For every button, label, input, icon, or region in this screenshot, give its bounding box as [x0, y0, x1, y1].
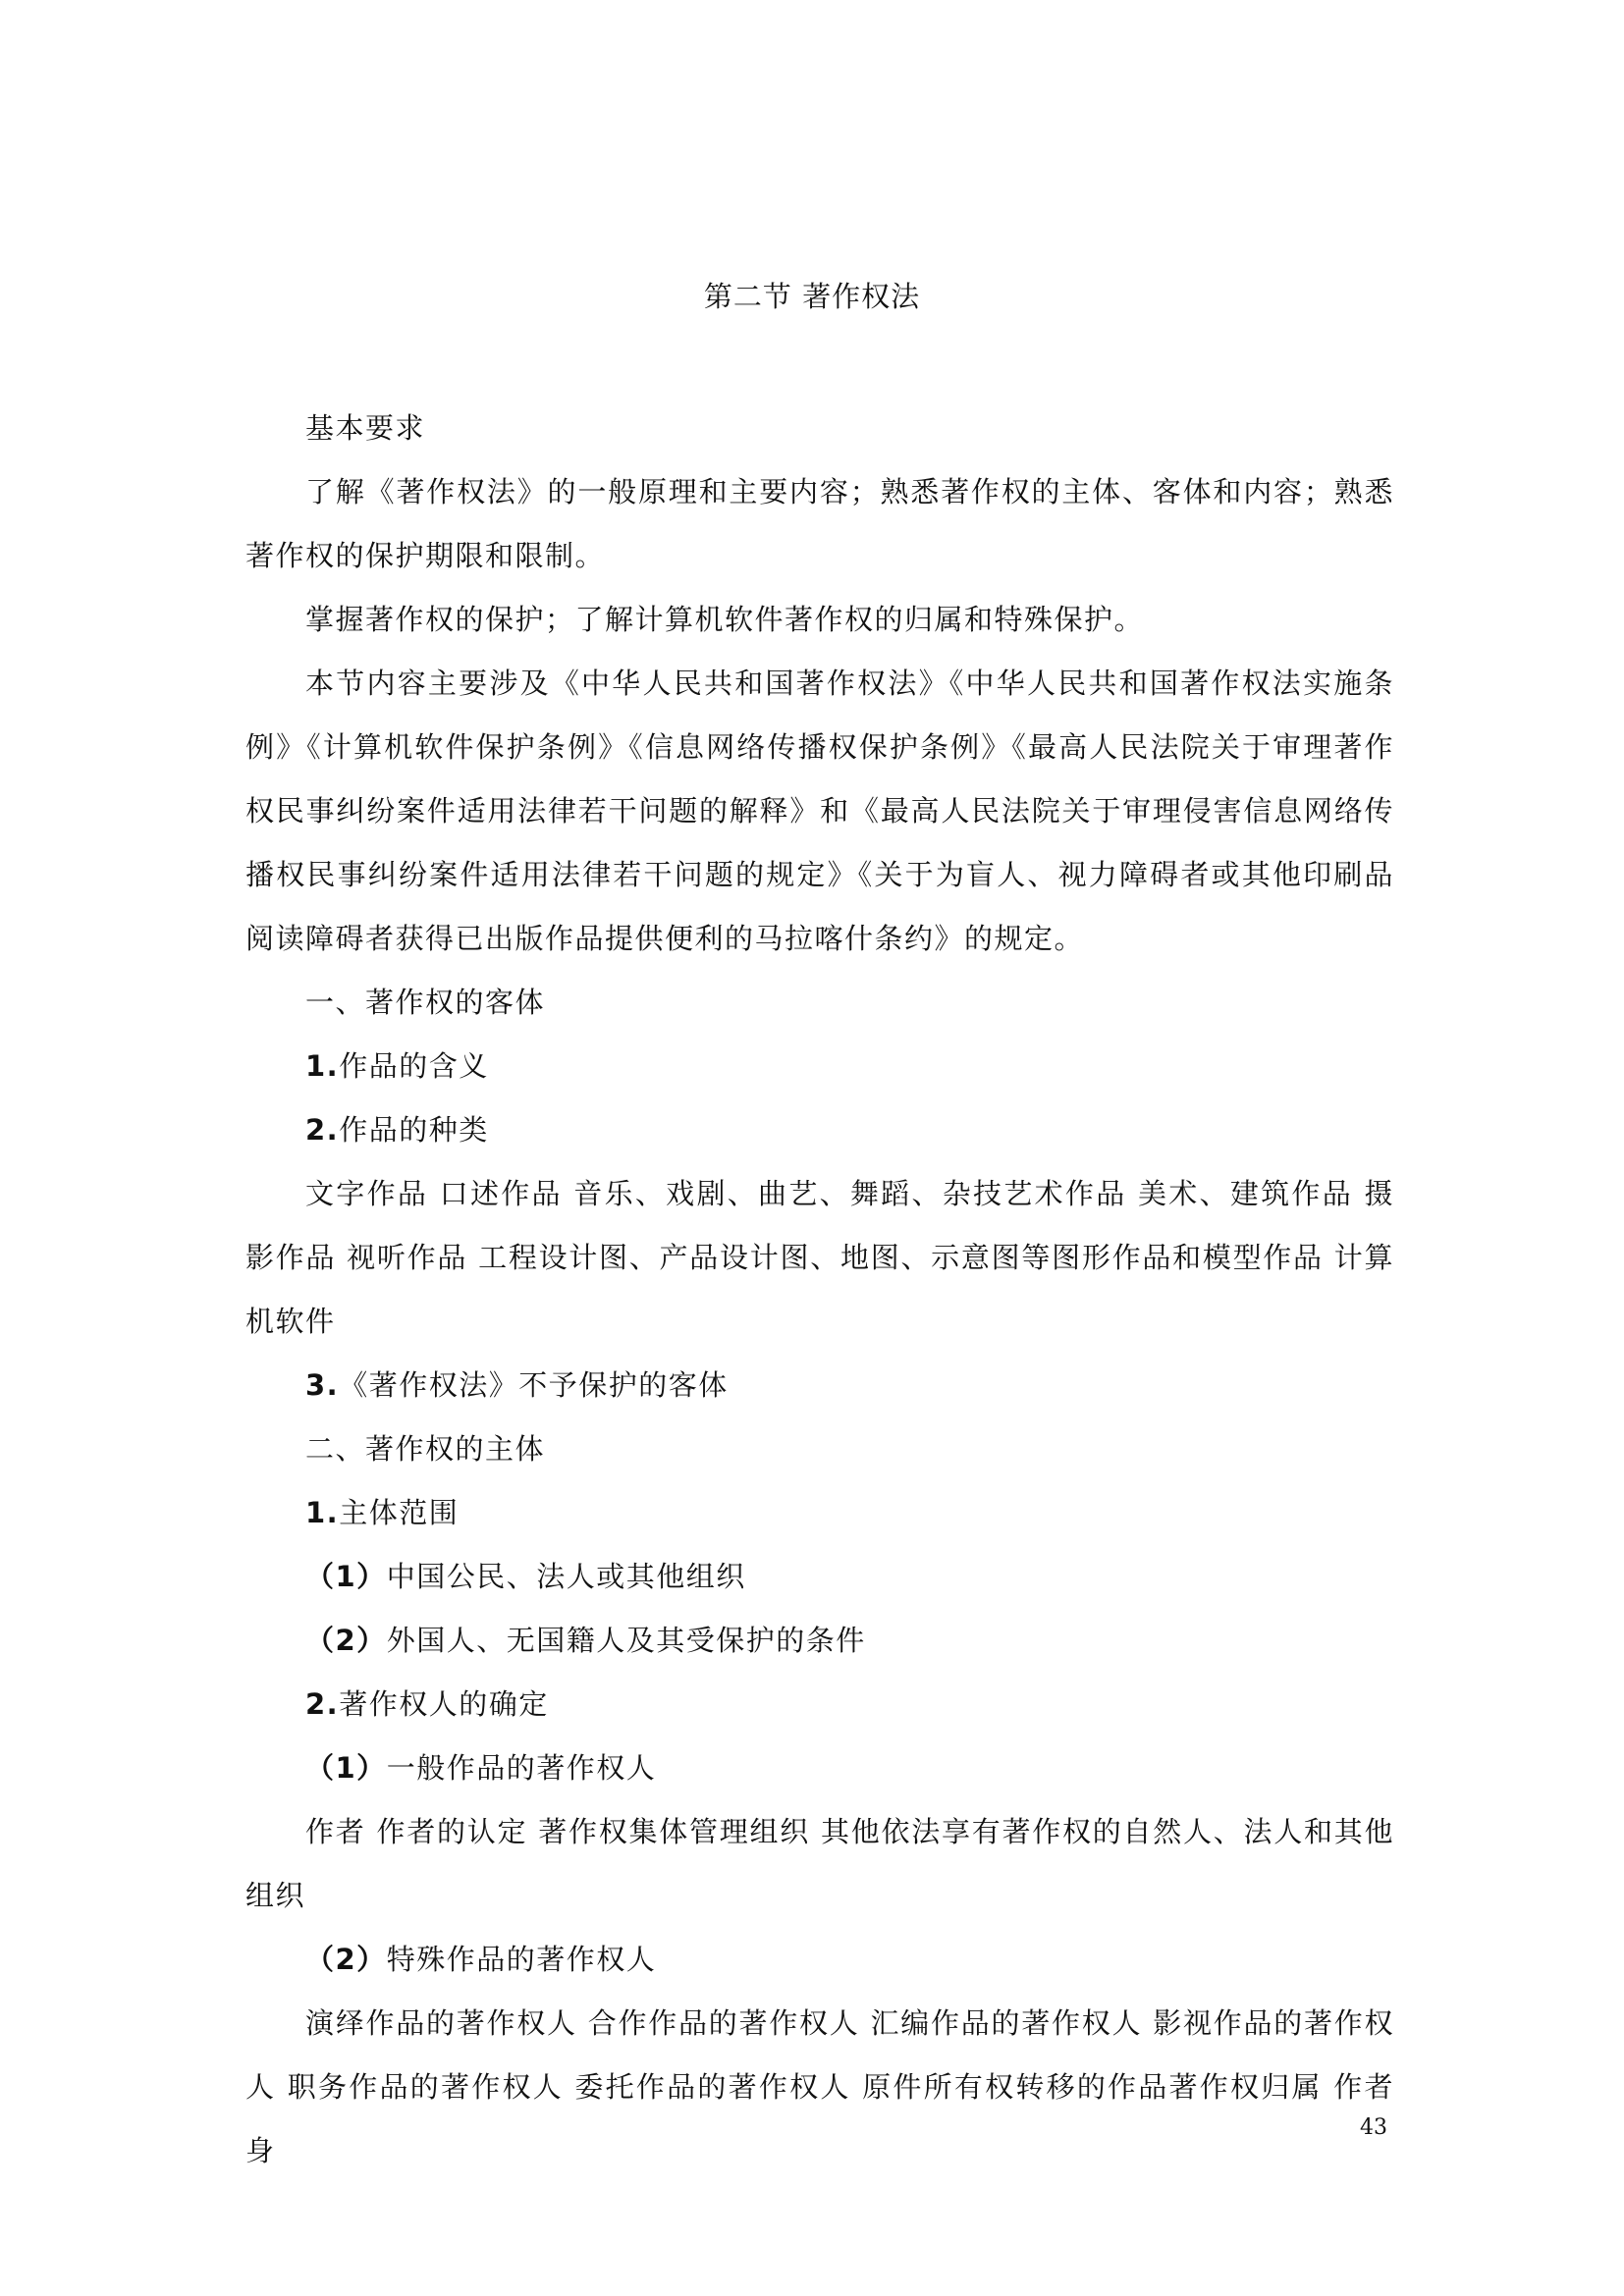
list-number: （1）	[305, 1751, 387, 1785]
list-number: （2）	[305, 1943, 387, 1976]
paragraph-basic-requirements: 基本要求	[305, 411, 426, 445]
paragraph-legal-sources: 本节内容主要涉及《中华人民共和国著作权法》《中华人民共和国著作权法实施条例》《计算机软件保护条例》《信息网络传播权保护条例》《最高人民法院关于审理著作权民事纠纷案件适用法律若干问题的解释》和《最高人民法院关于审理侵害信息网络传播权民事纠纷案件适用法律若干问题的规定》《关于为盲人、视力障碍者或其他印刷品阅读障碍者获得已出版作品提供便利的马拉喀什条约》的规定。	[245, 667, 1394, 955]
list-number: 3.	[305, 1368, 340, 1402]
paragraph-work-type-list: 文字作品 口述作品 音乐、戏剧、曲艺、舞蹈、杂技艺术作品 美术、建筑作品 摄影作品 视听作品 工程设计图、产品设计图、地图、示意图等图形作品和模型作品 计算机软件	[245, 1177, 1394, 1338]
subheading-owner-determination: 2.著作权人的确定	[305, 1687, 549, 1721]
paragraph-special-work-list: 演绎作品的著作权人 合作作品的著作权人 汇编作品的著作权人 影视作品的著作权人 职务作品的著作权人 委托作品的著作权人 原件所有权转移的作品著作权归属 作者身	[245, 2006, 1394, 2167]
section-body	[245, 397, 1394, 2183]
subheading-work-types: 2.作品的种类	[305, 1113, 489, 1147]
item-general-work-owner: （1）一般作品的著作权人	[305, 1751, 657, 1785]
list-number: （1）	[305, 1560, 387, 1593]
list-number: 1.	[305, 1049, 340, 1083]
subheading-unprotected-objects: 3.《著作权法》不予保护的客体	[305, 1368, 729, 1402]
paragraph-master-protection: 掌握著作权的保护；了解计算机软件著作权的归属和特殊保护。	[305, 603, 1145, 636]
section-title: 第二节 著作权法	[703, 280, 921, 313]
page-number: 43	[1360, 2115, 1387, 2140]
paragraph-understand-copyright: 了解《著作权法》的一般原理和主要内容；熟悉著作权的主体、客体和内容；熟悉著作权的保护期限和限制。	[245, 475, 1394, 572]
item-special-work-owner: （2）特殊作品的著作权人	[305, 1943, 657, 1976]
subheading-work-meaning: 1.作品的含义	[305, 1049, 489, 1083]
heading-copyright-subject: 二、著作权的主体	[305, 1432, 546, 1466]
item-chinese-citizens: （1）中国公民、法人或其他组织	[305, 1560, 746, 1593]
item-foreigners: （2）外国人、无国籍人及其受保护的条件	[305, 1624, 866, 1657]
list-number: 2.	[305, 1687, 340, 1721]
subheading-subject-scope: 1.主体范围	[305, 1496, 460, 1529]
list-number: （2）	[305, 1624, 387, 1657]
list-number: 1.	[305, 1496, 340, 1529]
paragraph-author-list: 作者 作者的认定 著作权集体管理组织 其他依法享有著作权的自然人、法人和其他组织	[245, 1815, 1394, 1912]
heading-copyright-object: 一、著作权的客体	[305, 986, 546, 1019]
list-number: 2.	[305, 1113, 340, 1147]
